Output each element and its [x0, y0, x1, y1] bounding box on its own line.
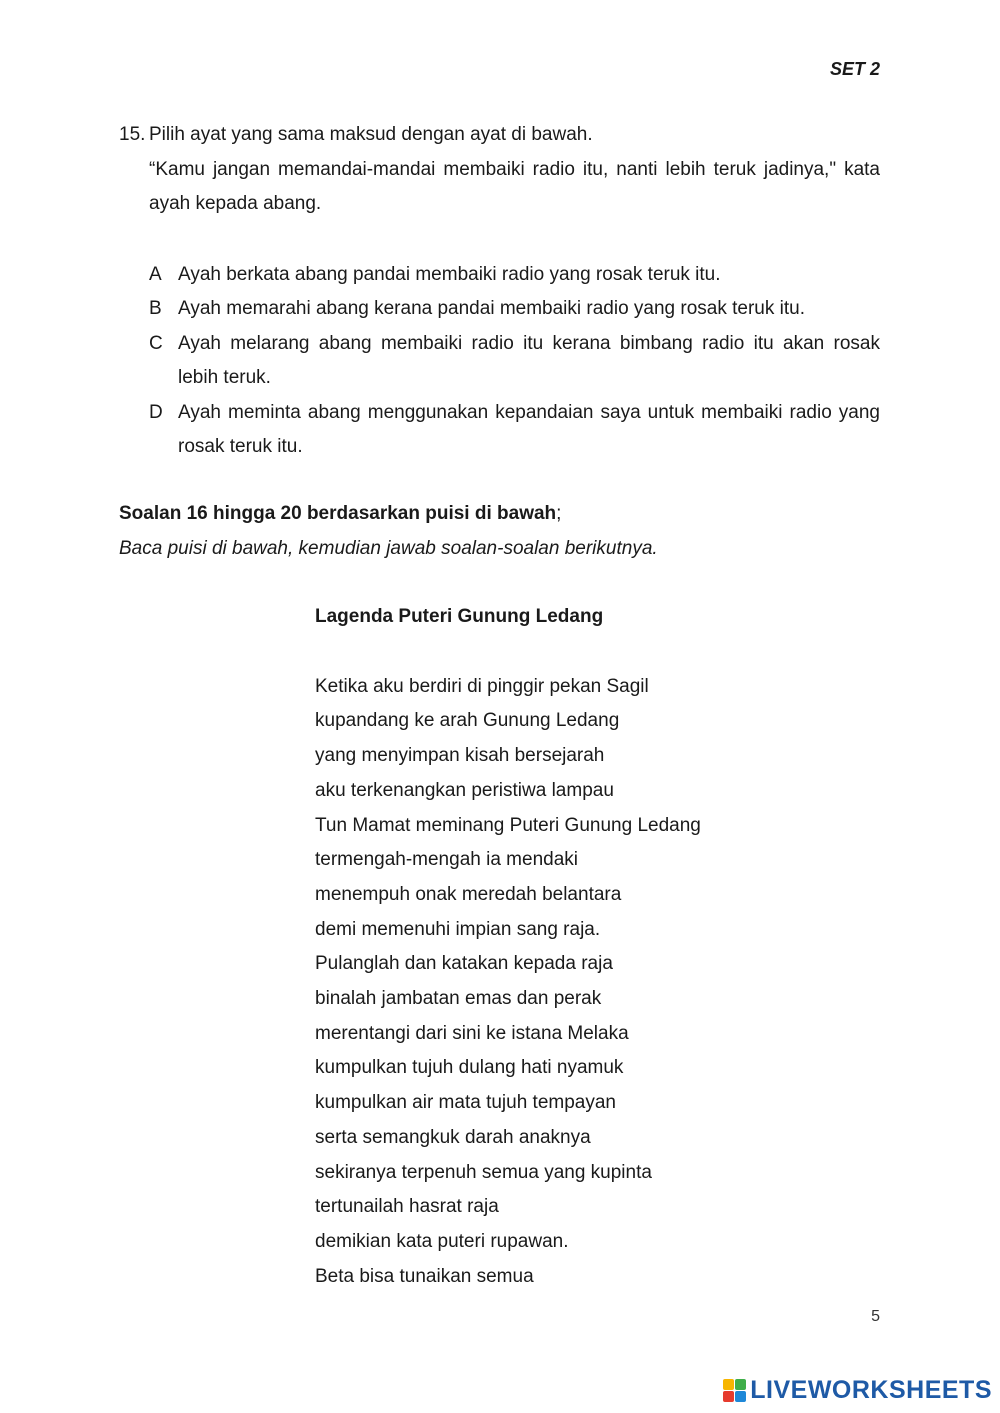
poem-line: serta semangkuk darah anaknya — [315, 1126, 591, 1148]
section-intro — [119, 497, 880, 566]
option-letter: C — [149, 332, 163, 354]
poem-line: Beta bisa tunaikan semua — [315, 1265, 534, 1287]
option-text: Ayah memarahi abang kerana pandai membaiki radio yang rosak teruk itu. — [178, 298, 805, 319]
option-c[interactable] — [149, 327, 880, 396]
poem-line: binalah jambatan emas dan perak — [315, 988, 602, 1010]
poem-line: kumpulkan air mata tujuh tempayan — [315, 1092, 616, 1114]
question-number: 15. — [119, 124, 146, 145]
answer-options — [149, 258, 880, 465]
poem-line: kumpulkan tujuh dulang hati nyamuk — [315, 1057, 624, 1079]
section-heading — [119, 497, 880, 532]
poem-line: demikian kata puteri rupawan. — [315, 1230, 569, 1252]
option-letter: B — [149, 298, 162, 319]
logo-square — [723, 1391, 734, 1402]
option-text: Ayah berkata abang pandai membaiki radio yang rosak teruk itu. — [178, 263, 721, 285]
poem-line: tertunailah hasrat raja — [315, 1196, 499, 1218]
question-15 — [119, 118, 880, 465]
option-letter: D — [149, 401, 163, 423]
option-a[interactable] — [149, 258, 880, 293]
page-number: 5 — [871, 1308, 880, 1325]
section-instruction: Baca puisi di bawah, kemudian jawab soalan-soalan berikutnya. — [119, 537, 658, 559]
poem-line: sekiranya terpenuh semua yang kupinta — [315, 1161, 652, 1183]
poem-line: yang menyimpan kisah bersejarah — [315, 745, 605, 767]
option-text: Ayah melarang abang membaiki radio itu kerana bimbang radio itu akan rosak lebih teruk. — [178, 332, 880, 388]
poem-line: Pulanglah dan katakan kepada raja — [315, 953, 613, 975]
poem-title: Lagenda Puteri Gunung Ledang — [315, 606, 604, 627]
question-quote: “Kamu jangan memandai-mandai membaiki radio itu, nanti lebih teruk jadinya," kata ayah kepada abang. — [149, 158, 880, 214]
poem — [315, 600, 701, 1294]
poem-line: Tun Mamat meminang Puteri Gunung Ledang — [315, 814, 701, 836]
poem-line: demi memenuhi impian sang raja. — [315, 918, 601, 940]
option-b[interactable] — [149, 292, 880, 327]
liveworksheets-brand[interactable] — [723, 1376, 992, 1405]
poem-line: aku terkenangkan peristiwa lampau — [315, 779, 614, 801]
logo-square — [735, 1379, 746, 1390]
logo-square — [735, 1391, 746, 1402]
poem-line: kupandang ke arah Gunung Ledang — [315, 710, 620, 732]
poem-line: merentangi dari sini ke istana Melaka — [315, 1022, 629, 1044]
option-letter: A — [149, 263, 162, 285]
section-heading-text: Soalan 16 hingga 20 berdasarkan puisi di bawah — [119, 503, 557, 524]
set-label: SET 2 — [829, 59, 880, 79]
option-d[interactable] — [149, 396, 880, 465]
poem-line: menempuh onak meredah belantara — [315, 883, 622, 905]
option-text: Ayah meminta abang menggunakan kepandaian saya untuk membaiki radio yang rosak teruk itu. — [178, 401, 880, 457]
logo-square — [723, 1379, 734, 1390]
brand-text: LIVEWORKSHEETS — [750, 1376, 992, 1404]
poem-line: termengah-mengah ia mendaki — [315, 849, 578, 871]
question-prompt: Pilih ayat yang sama maksud dengan ayat di bawah. — [149, 124, 593, 145]
liveworksheets-logo-icon — [723, 1379, 746, 1402]
poem-line: Ketika aku berdiri di pinggir pekan Sagil — [315, 675, 649, 697]
section-heading-suffix: ; — [556, 503, 562, 524]
